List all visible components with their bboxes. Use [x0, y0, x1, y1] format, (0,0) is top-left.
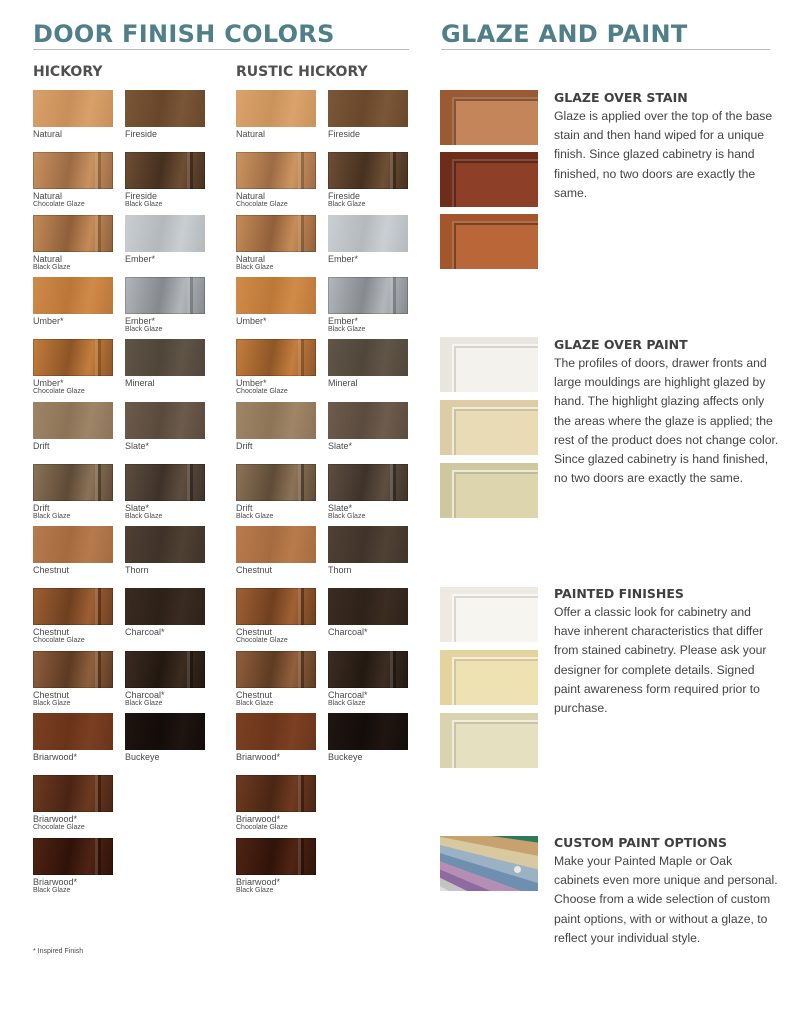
finish-name: Thorn: [125, 565, 149, 576]
finish-swatch: [236, 838, 316, 875]
finish-name: Slate*: [328, 502, 353, 513]
finish-swatch: [236, 464, 316, 501]
finish-swatch: [125, 588, 205, 625]
finish-swatch: [33, 775, 113, 812]
finish-glaze-label: Chocolate Glaze: [236, 201, 288, 209]
glaze-section-body: Glaze is applied over the top of the base stain and then hand wiped for a unique finish. Since glazed cabinetry is hand finished, no two doors are exactly the same.: [554, 109, 773, 200]
finish-swatch: [125, 402, 205, 439]
finish-name: Natural: [33, 191, 63, 202]
finish-name: Natural: [33, 129, 63, 139]
finish-name: Charcoal*: [125, 689, 165, 700]
finish-name: Natural: [236, 253, 266, 264]
door-sample-image: [440, 152, 538, 207]
finish-name: Drift: [236, 502, 253, 513]
finish-name: Buckeye: [125, 752, 160, 762]
finish-glaze-label: Chocolate Glaze: [33, 388, 85, 396]
finish-swatch: [33, 152, 113, 189]
finish-name: Charcoal*: [328, 627, 368, 638]
finish-name: Umber*: [33, 378, 64, 389]
right-title-rule: [441, 49, 770, 50]
finish-swatch: [236, 152, 316, 189]
door-sample-image: [440, 650, 538, 705]
finish-name: Fireside: [125, 191, 158, 202]
finish-swatch: [33, 90, 113, 127]
door-sample-image: [440, 400, 538, 455]
finish-swatch: [33, 339, 113, 376]
finish-swatch: [328, 651, 408, 688]
glaze-section-title: PAINTED FINISHES: [554, 586, 684, 601]
finish-swatch: [33, 215, 113, 252]
finish-name: Chestnut: [33, 565, 70, 576]
finish-glaze-label: Chocolate Glaze: [33, 824, 85, 832]
finish-name: Drift: [33, 502, 50, 513]
door-sample-image: [440, 214, 538, 269]
finish-name: Natural: [33, 253, 63, 264]
finish-name: Ember*: [328, 253, 359, 264]
door-panel: [454, 161, 538, 207]
finish-name: Briarwood*: [236, 752, 281, 762]
finish-swatch: [125, 277, 205, 314]
finish-glaze-label: Black Glaze: [328, 201, 366, 209]
finish-glaze-label: Black Glaze: [125, 201, 163, 209]
finish-glaze-label: Black Glaze: [125, 325, 163, 333]
glaze-section-title: GLAZE OVER PAINT: [554, 337, 688, 352]
door-panel: [454, 659, 538, 705]
finish-swatch: [328, 152, 408, 189]
door-sample-image: [440, 337, 538, 392]
door-panel: [454, 409, 538, 455]
finish-swatch: [236, 90, 316, 127]
finish-glaze-label: Black Glaze: [125, 512, 163, 520]
glaze-section-title: CUSTOM PAINT OPTIONS: [554, 835, 728, 850]
finish-name: Briarwood*: [33, 752, 78, 762]
finish-glaze-label: Black Glaze: [33, 263, 71, 271]
footnote: * Inspired Finish: [33, 948, 84, 955]
finish-swatch: [125, 526, 205, 563]
finish-name: Charcoal*: [328, 689, 368, 700]
finish-name: Natural: [236, 191, 266, 202]
finish-swatch: [236, 775, 316, 812]
finish-name: Thorn: [328, 565, 352, 576]
finish-swatch: [33, 713, 113, 750]
door-sample-image: [440, 587, 538, 642]
door-panel: [454, 223, 538, 269]
finish-name: Buckeye: [328, 752, 363, 762]
finish-swatch: [33, 838, 113, 875]
finish-swatch: [125, 339, 205, 376]
rustic-hickory-heading: RUSTIC HICKORY: [236, 64, 368, 80]
right-title: GLAZE AND PAINT: [441, 20, 688, 48]
glaze-section-title: GLAZE OVER STAIN: [554, 90, 688, 105]
finish-glaze-label: Chocolate Glaze: [236, 388, 288, 396]
finish-swatch: [33, 526, 113, 563]
finish-name: Chestnut: [236, 627, 273, 638]
finish-swatch: [125, 215, 205, 252]
glaze-section-body: Offer a classic look for cabinetry and have inherent characteristics that differ from stained cabinetry. Please ask your designer for complete details. Signed paint awareness form required prior to purchase.: [554, 605, 767, 716]
door-panel: [454, 596, 538, 642]
finish-name: Umber*: [236, 378, 267, 389]
finish-swatch: [328, 215, 408, 252]
glaze-section-body: Make your Painted Maple or Oak cabinets even more unique and personal. Choose from a wide selection of custom paint options, with or without a glaze, to reflect your individual style.: [554, 854, 778, 945]
finish-glaze-label: Black Glaze: [236, 512, 274, 520]
finish-name: Briarwood*: [236, 814, 281, 825]
finish-glaze-label: Black Glaze: [33, 512, 71, 520]
finish-swatch: [33, 402, 113, 439]
finish-swatch: [328, 277, 408, 314]
finish-name: Ember*: [328, 315, 359, 326]
finish-glaze-label: Black Glaze: [328, 512, 366, 520]
finish-glaze-label: Black Glaze: [236, 886, 274, 894]
finish-glaze-label: Chocolate Glaze: [236, 637, 288, 645]
finish-name: Slate*: [328, 440, 353, 451]
finish-swatch: [328, 588, 408, 625]
finish-swatch: [328, 526, 408, 563]
finish-name: Fireside: [125, 129, 158, 139]
finish-swatch: [328, 402, 408, 439]
door-panel: [454, 99, 538, 145]
door-sample-image: [440, 463, 538, 518]
door-panel: [454, 722, 538, 768]
glaze-section-body: The profiles of doors, drawer fronts and large mouldings are highlight glazed by hand. The highlight glazing affects only the areas where the glaze is applied; the rest of the product does not change color. Since glazed cabinetry is hand finished, no two doors are exactly the same.: [554, 356, 779, 486]
finish-name: Slate*: [125, 440, 150, 451]
finish-swatch: [328, 339, 408, 376]
finish-swatch: [236, 339, 316, 376]
finish-swatch: [236, 277, 316, 314]
finish-swatch: [125, 152, 205, 189]
finish-swatch: [236, 526, 316, 563]
left-title-rule: [33, 49, 409, 50]
finish-name: Fireside: [328, 129, 361, 139]
finish-swatch: [125, 651, 205, 688]
finish-swatch: [33, 464, 113, 501]
door-panel: [454, 346, 538, 392]
hickory-heading: HICKORY: [33, 64, 103, 80]
finish-glaze-label: Black Glaze: [328, 325, 366, 333]
finish-name: Chestnut: [236, 565, 273, 576]
finish-name: Slate*: [125, 502, 150, 513]
finish-swatch: [236, 402, 316, 439]
finish-swatch: [236, 588, 316, 625]
finish-name: Ember*: [125, 253, 156, 264]
finish-glaze-label: Chocolate Glaze: [236, 824, 288, 832]
finish-glaze-label: Chocolate Glaze: [33, 637, 85, 645]
finish-name: Umber*: [33, 315, 64, 326]
finish-name: Natural: [236, 129, 266, 139]
finish-name: Chestnut: [33, 689, 70, 700]
finish-swatch: [236, 713, 316, 750]
finish-glaze-label: Black Glaze: [236, 263, 274, 271]
finish-name: Briarwood*: [236, 876, 281, 887]
finish-glaze-label: Chocolate Glaze: [33, 201, 85, 209]
finish-name: Mineral: [328, 378, 358, 389]
finish-name: Drift: [236, 440, 253, 451]
finish-name: Ember*: [125, 315, 156, 326]
finish-swatch: [33, 588, 113, 625]
finish-glaze-label: Black Glaze: [33, 699, 71, 707]
finish-swatch: [328, 90, 408, 127]
door-sample-image: [440, 90, 538, 145]
finish-name: Chestnut: [33, 627, 70, 638]
finish-name: Fireside: [328, 191, 361, 202]
finish-swatch: [33, 277, 113, 314]
finish-name: Chestnut: [236, 689, 273, 700]
finish-name: Briarwood*: [33, 814, 78, 825]
finish-name: Mineral: [125, 378, 155, 389]
finish-name: Briarwood*: [33, 876, 78, 887]
finish-swatch: [125, 713, 205, 750]
finish-glaze-label: Black Glaze: [236, 699, 274, 707]
finish-swatch: [236, 215, 316, 252]
finish-name: Drift: [33, 440, 50, 451]
door-sample-image: [440, 713, 538, 768]
finish-glaze-label: Black Glaze: [33, 886, 71, 894]
paint-fan-deck-image: [440, 836, 538, 891]
finish-glaze-label: Black Glaze: [328, 699, 366, 707]
left-title: DOOR FINISH COLORS: [33, 20, 335, 48]
finish-swatch: [125, 464, 205, 501]
finish-swatch: [328, 713, 408, 750]
door-panel: [454, 472, 538, 518]
finish-swatch: [328, 464, 408, 501]
finish-name: Charcoal*: [125, 627, 165, 638]
finish-glaze-label: Black Glaze: [125, 699, 163, 707]
finish-swatch: [33, 651, 113, 688]
finish-swatch: [125, 90, 205, 127]
finish-name: Umber*: [236, 315, 267, 326]
finish-swatch: [236, 651, 316, 688]
